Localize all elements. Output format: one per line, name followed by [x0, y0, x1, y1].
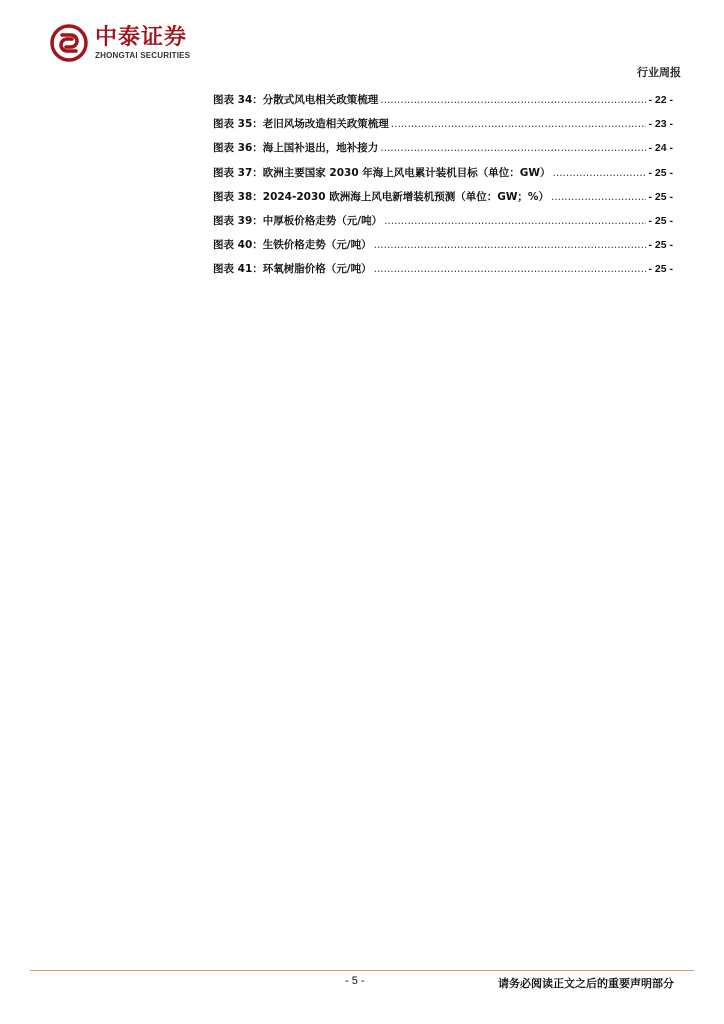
toc-entry-page: - 25 -: [648, 166, 673, 179]
toc-entry[interactable]: [213, 92, 673, 116]
toc-entry-title: 图表 37：欧洲主要国家 2030 年海上风电累计装机目标（单位：GW）: [213, 166, 551, 179]
toc-entry-title: 图表 41：环氧树脂价格（元/吨）: [213, 263, 372, 276]
toc-entry[interactable]: [213, 237, 673, 261]
toc-leader-dots: [553, 167, 647, 179]
toc-leader-dots: [384, 215, 646, 227]
toc-entry[interactable]: [213, 261, 673, 285]
toc-leader-dots: [380, 94, 646, 106]
toc-leader-dots: [380, 142, 646, 154]
toc-entry-page: - 23 -: [648, 118, 673, 131]
toc-entry-title: 图表 36：海上国补退出，地补接力: [213, 142, 379, 155]
toc-leader-dots: [374, 263, 647, 275]
footer-disclaimer: 请务必阅读正文之后的重要声明部分: [498, 977, 674, 990]
toc-leader-dots: [374, 239, 647, 251]
toc-leader-dots: [551, 191, 647, 203]
toc-entry-page: - 25 -: [648, 190, 673, 203]
toc-entry[interactable]: [213, 213, 673, 237]
toc-entry-page: - 22 -: [648, 94, 673, 106]
toc-entry-title: 图表 38：2024-2030 欧洲海上风电新增装机预测（单位：GW；%）: [213, 190, 549, 203]
toc-entry-page: - 25 -: [648, 239, 673, 252]
logo-english-name: ZHONGTAI SECURITIES: [95, 50, 191, 60]
toc-entry-page: - 25 -: [648, 214, 673, 227]
company-logo: [50, 24, 190, 62]
toc-leader-dots: [391, 118, 647, 130]
toc-entry-page: - 25 -: [648, 263, 673, 276]
toc-entry[interactable]: [213, 140, 673, 164]
page-number: - 5 -: [345, 975, 365, 987]
logo-chinese-name: 中泰证券: [95, 24, 188, 50]
toc-entry-page: - 24 -: [648, 142, 673, 155]
report-type-label: 行业周报: [637, 66, 681, 79]
toc-entry[interactable]: [213, 165, 673, 189]
table-of-figures: [213, 92, 673, 286]
footer-divider: [30, 970, 694, 971]
toc-entry-title: 图表 40：生铁价格走势（元/吨）: [213, 239, 372, 252]
toc-entry-title: 图表 39：中厚板价格走势（元/吨）: [213, 214, 383, 227]
toc-entry-title: 图表 35：老旧风场改造相关政策梳理: [213, 118, 389, 131]
zhongtai-logo-icon: [50, 24, 88, 62]
page-header: [0, 0, 724, 90]
toc-entry-title: 图表 34：分散式风电相关政策梳理: [213, 94, 379, 106]
toc-entry[interactable]: [213, 189, 673, 213]
toc-entry[interactable]: [213, 116, 673, 140]
